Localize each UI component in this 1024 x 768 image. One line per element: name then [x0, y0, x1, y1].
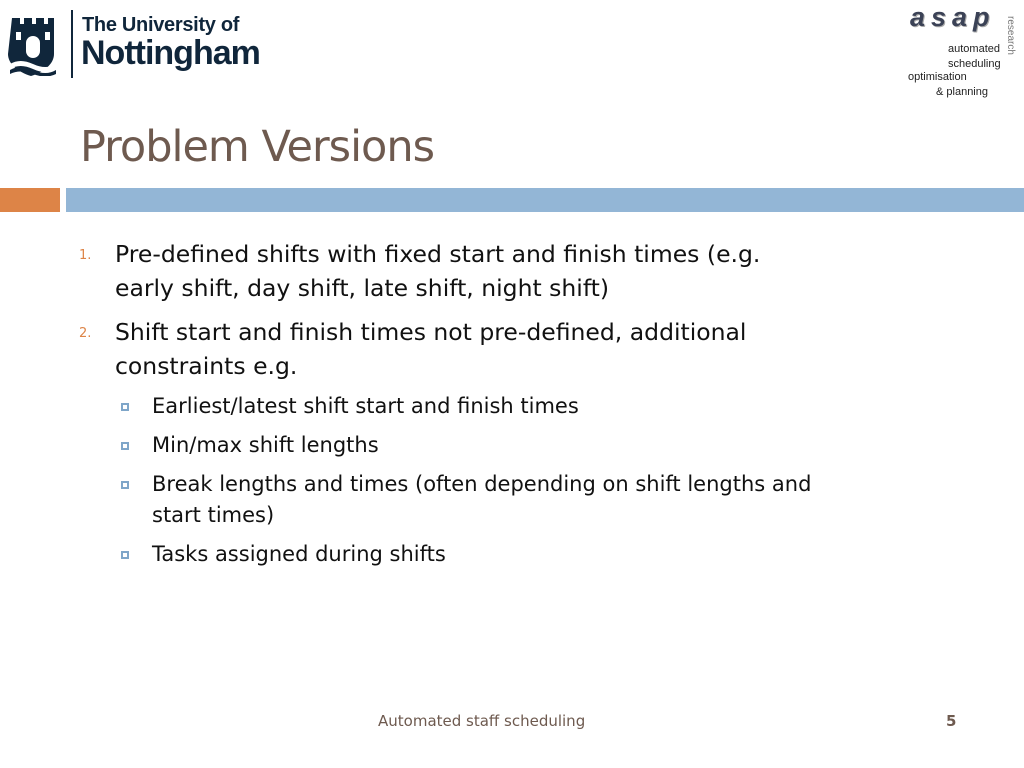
- asap-word-automated: automated: [948, 43, 1000, 55]
- slide-title: Problem Versions: [80, 122, 434, 172]
- list-number-2: 2.: [79, 326, 92, 341]
- sub-item-1: [152, 391, 982, 422]
- square-bullet-icon: [121, 551, 129, 559]
- sub-item-3-line-1: Break lengths and times (often depending on shift lengths and: [152, 472, 812, 496]
- asap-word-scheduling: scheduling: [948, 58, 1001, 70]
- sub-item-4-line-1: Tasks assigned during shifts: [152, 542, 446, 566]
- university-name-line2: Nottingham: [81, 34, 260, 72]
- asap-research-label: research: [1005, 16, 1016, 55]
- university-name-line1: The University of: [82, 14, 240, 36]
- list-item-2-line-2: constraints e.g.: [115, 352, 298, 380]
- sub-item-2-line-1: Min/max shift lengths: [152, 433, 379, 457]
- footer-title: Automated staff scheduling: [378, 712, 586, 730]
- asap-word-planning: & planning: [936, 86, 988, 98]
- university-logo: [8, 8, 260, 78]
- square-bullet-icon: [121, 481, 129, 489]
- castle-crest-icon: [8, 12, 58, 76]
- sub-item-3: [152, 469, 982, 531]
- list-item-1-line-2: early shift, day shift, late shift, night shift): [115, 274, 610, 302]
- square-bullet-icon: [121, 442, 129, 450]
- asap-logo: [900, 2, 1024, 104]
- sub-item-3-line-2: start times): [152, 503, 275, 527]
- asap-word-optimisation: optimisation: [908, 71, 967, 83]
- accent-bar-blue: [66, 188, 1024, 212]
- list-item-1-line-1: Pre-defined shifts with fixed start and finish times (e.g.: [115, 240, 761, 268]
- logo-divider: [71, 10, 73, 78]
- sub-item-2: [152, 430, 982, 461]
- asap-letters: asap: [910, 2, 996, 32]
- sub-item-4: [152, 539, 982, 570]
- accent-bar-orange: [0, 188, 60, 212]
- square-bullet-icon: [121, 403, 129, 411]
- list-item-1: [115, 237, 955, 305]
- list-number-1: 1.: [79, 248, 92, 263]
- sub-item-1-line-1: Earliest/latest shift start and finish times: [152, 394, 579, 418]
- list-item-2: [115, 315, 955, 383]
- page-number: 5: [946, 712, 957, 730]
- list-item-2-line-1: Shift start and finish times not pre-defined, additional: [115, 318, 747, 346]
